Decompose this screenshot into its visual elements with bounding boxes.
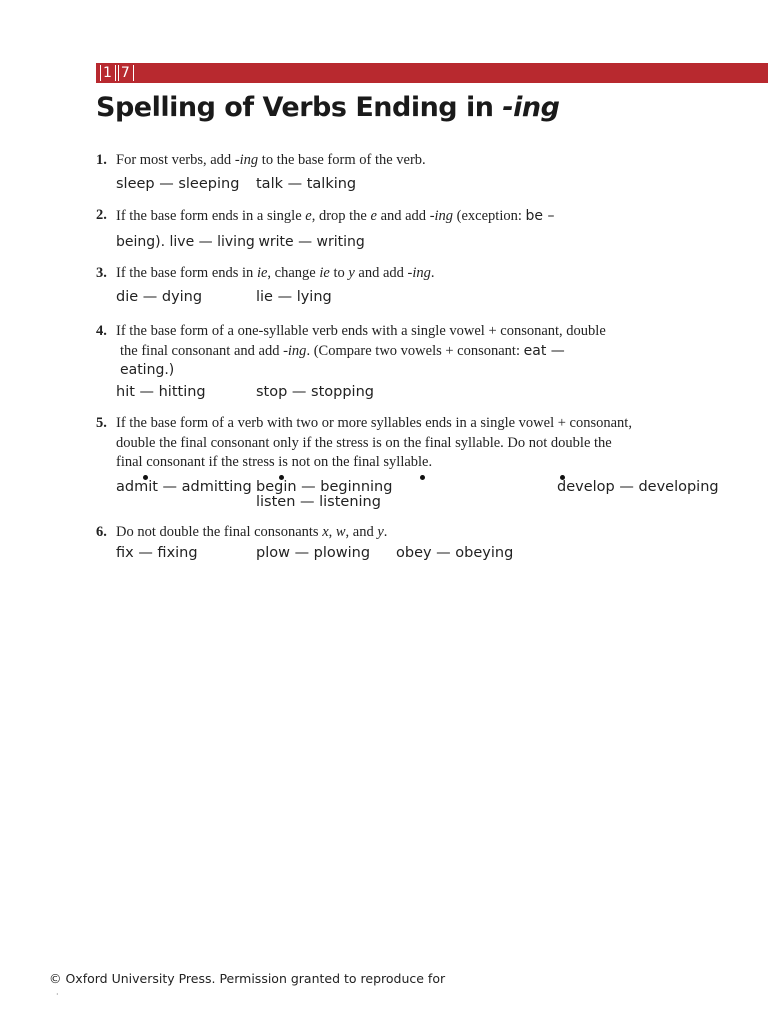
- rule-number: 1.: [96, 152, 107, 168]
- example-die: die — dying: [116, 289, 203, 305]
- example-sleep: sleep — sleeping: [116, 176, 240, 192]
- rule-text: For most verbs, add -ing to the base form of the verb.: [116, 152, 426, 168]
- section-number: [100, 64, 136, 82]
- title-suffix: -ing: [502, 92, 560, 123]
- section-number-part: 7: [118, 65, 134, 81]
- rule-number: 6.: [96, 524, 107, 540]
- rule-text: If the base form ends in ie, change ie to y and add -ing.: [116, 265, 435, 281]
- section-number-chapter: 1: [100, 65, 116, 81]
- rule-number: 3.: [96, 265, 107, 281]
- example-begin: begin — beginning: [256, 479, 393, 495]
- rule-text: Do not double the final consonants x, w, and y.: [116, 524, 388, 540]
- example-hit: hit — hitting: [116, 384, 206, 400]
- example-write: write — writing: [258, 234, 365, 250]
- section-header-bar: [96, 63, 768, 83]
- rule-text: If the base form of a verb with two or more syllables ends in a single vowel + consonant, double the final consonant only if the stress is on the final syllable. Do not double the final consonant if the stress is not on the final syllable.: [116, 415, 632, 470]
- example-admit: admit — admitting: [116, 479, 252, 495]
- example-develop: develop — developing: [557, 479, 719, 495]
- rule-text: If the base form ends in a single e, drop the e and add -ing (exception: be – being). live — living write — writing: [116, 208, 555, 250]
- stress-mark: [420, 475, 425, 480]
- example-lie: lie — lying: [256, 289, 332, 305]
- rule-number: 2.: [96, 207, 107, 223]
- example-talk: talk — talking: [256, 176, 357, 192]
- footer-mark: ·: [56, 990, 59, 999]
- page-title: [96, 92, 559, 123]
- rule-number: 4.: [96, 323, 107, 339]
- rule-text: If the base form of a one-syllable verb ends with a single vowel + consonant, double the final consonant and add -ing. (Compare two vowels + consonant: eat — eating.): [116, 323, 606, 378]
- example-plow: plow — plowing: [256, 545, 371, 561]
- rule-number: 5.: [96, 415, 107, 431]
- example-listen: listen — listening: [256, 494, 381, 510]
- example-obey: obey — obeying: [396, 545, 514, 561]
- copyright-footer: © Oxford University Press. Permission granted to reproduce for: [49, 971, 446, 986]
- title-main: Spelling of Verbs Ending in: [96, 92, 503, 123]
- example-live: live — living: [169, 234, 255, 250]
- example-stop: stop — stopping: [256, 384, 374, 400]
- example-fix: fix — fixing: [116, 545, 198, 561]
